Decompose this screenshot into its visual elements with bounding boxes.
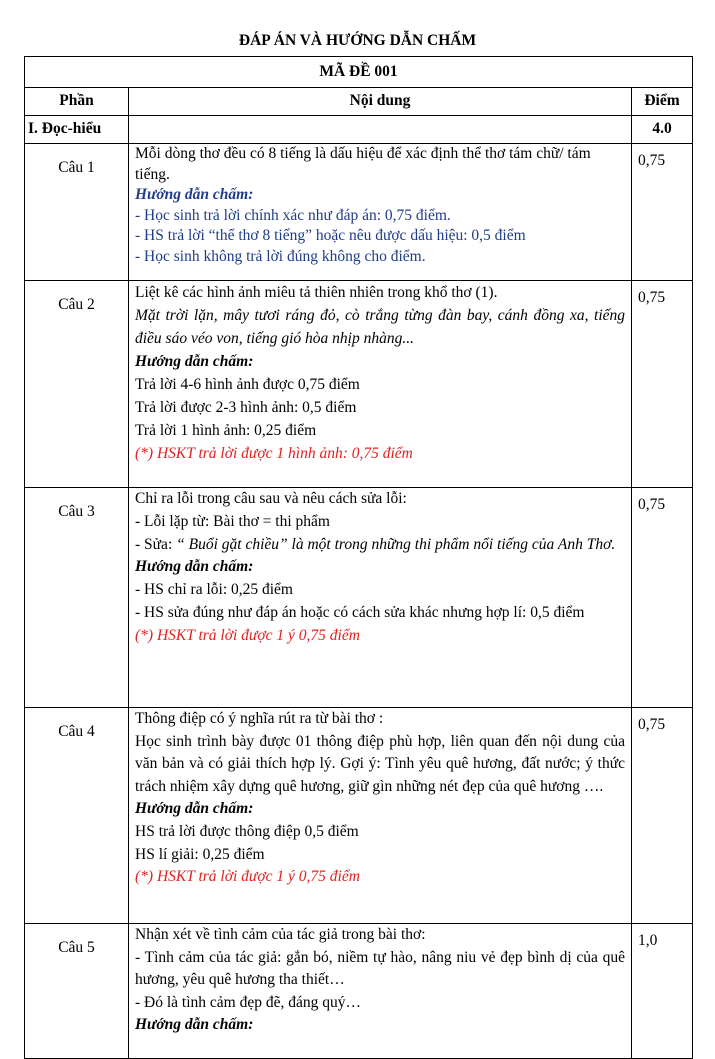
section-name: I. Đọc-hiểu: [25, 116, 129, 144]
question-score: 0,75: [632, 144, 693, 281]
question-row-4: [25, 708, 693, 924]
question-label: Câu 5: [25, 924, 129, 1059]
question-content: [129, 708, 632, 924]
question-row-5: [25, 924, 693, 1059]
guide-label: Hướng dẫn chấm:: [135, 800, 254, 818]
guide-line: - Học sinh không trả lời đúng không cho điểm.: [135, 247, 426, 265]
question-label: Câu 2: [25, 281, 129, 488]
guide-line: - HS chỉ ra lỗi: 0,25 điểm: [135, 581, 293, 599]
question-score: 1,0: [632, 924, 693, 1059]
code-row: [25, 57, 693, 88]
question-label: Câu 1: [25, 144, 129, 281]
guide-label: Hướng dẫn chấm:: [135, 558, 254, 576]
guide-line: - HS trả lời “thể thơ 8 tiếng” hoặc nêu được dấu hiệu: 0,5 điểm: [135, 227, 526, 244]
answer-text: - Đó là tình cảm đẹp đẽ, đáng quý…: [135, 993, 361, 1011]
guide-line: HS trả lời được thông điệp 0,5 điểm: [135, 822, 359, 840]
question-row-1: [25, 144, 693, 281]
answer-italic: Mặt trời lặn, mây tươi ráng đỏ, cò trắng từng đàn bay, cánh đồng xa, tiếng điều sáo véo von, tiếng gió hòa nhịp nhàng...: [135, 307, 625, 347]
question-row-2: [25, 281, 693, 488]
answer-text: Nhận xét về tình cảm của tác giả trong bài thơ:: [135, 926, 426, 943]
fix-prefix: - Sửa:: [135, 535, 177, 553]
header-score: Điểm: [632, 88, 693, 116]
guide-line: - Học sinh trả lời chính xác như đáp án: 0,75 điểm.: [135, 206, 451, 224]
header-part: Phần: [25, 88, 129, 116]
question-content: [129, 488, 632, 708]
guide-label: Hướng dẫn chấm:: [135, 353, 254, 370]
section-row: [25, 116, 693, 144]
answer-text: - Tình cảm của tác giả: gắn bó, niềm tự hào, nâng niu vẻ đẹp bình dị của quê hương, yêu quê hương tha thiết…: [135, 948, 625, 989]
question-row-3: [25, 488, 693, 708]
guide-line: HS lí giải: 0,25 điểm: [135, 845, 265, 863]
header-row: [25, 88, 693, 116]
guide-line: Trả lời được 2-3 hình ảnh: 0,5 điểm: [135, 399, 357, 416]
guide-line: Trả lời 1 hình ảnh: 0,25 điểm: [135, 422, 317, 439]
answer-text: Chỉ ra lỗi trong câu sau và nêu cách sửa lỗi:: [135, 490, 407, 507]
fix-italic: “ Buổi gặt chiều” là một trong những thi phẩm nổi tiếng của Anh Thơ.: [176, 535, 616, 553]
guide-label: Hướng dẫn chấm:: [135, 1016, 254, 1034]
question-score: 0,75: [632, 281, 693, 488]
guide-line: Trả lời 4-6 hình ảnh được 0,75 điểm: [135, 376, 360, 393]
answer-table: [24, 56, 693, 1059]
special-note: (*) HSKT trả lời được 1 hình ảnh: 0,75 điểm: [135, 445, 413, 462]
question-content: [129, 281, 632, 488]
question-label: Câu 4: [25, 708, 129, 924]
special-note: (*) HSKT trả lời được 1 ý 0,75 điểm: [135, 626, 360, 644]
answer-fix: [135, 534, 625, 557]
answer-text: Thông điệp có ý nghĩa rút ra từ bài thơ :: [135, 710, 384, 727]
exam-code: MÃ ĐỀ 001: [25, 57, 693, 88]
answer-text: Học sinh trình bày được 01 thông điệp phù hợp, liên quan đến nội dung của văn bản và có giải thích hợp lý. Gợi ý: Tình yêu quê hương, đất nước; ý thức trách nhiệm xây dựng quê hương, giữ gìn những nét đẹp của quê hương ….: [135, 732, 625, 795]
answer-text: Mỗi dòng thơ đều có 8 tiếng là dấu hiệu để xác định thể thơ tám chữ/ tám tiếng.: [135, 145, 591, 183]
document-title: ĐÁP ÁN VÀ HƯỚNG DẪN CHẤM: [238, 32, 477, 49]
guide-label: Hướng dẫn chấm:: [135, 186, 254, 203]
question-score: 0,75: [632, 488, 693, 708]
section-score: 4.0: [632, 116, 693, 144]
answer-text: - Lỗi lặp từ: Bài thơ = thi phẩm: [135, 512, 330, 530]
question-content: [129, 144, 632, 281]
guide-line: - HS sửa đúng như đáp án hoặc có cách sửa khác nhưng hợp lí: 0,5 điểm: [135, 603, 585, 621]
header-content: Nội dung: [129, 88, 632, 116]
special-note: (*) HSKT trả lời được 1 ý 0,75 điểm: [135, 868, 360, 886]
answer-text: Liệt kê các hình ảnh miêu tả thiên nhiên trong khổ thơ (1).: [135, 284, 498, 301]
question-content: [129, 924, 632, 1059]
question-label: Câu 3: [25, 488, 129, 708]
question-score: 0,75: [632, 708, 693, 924]
